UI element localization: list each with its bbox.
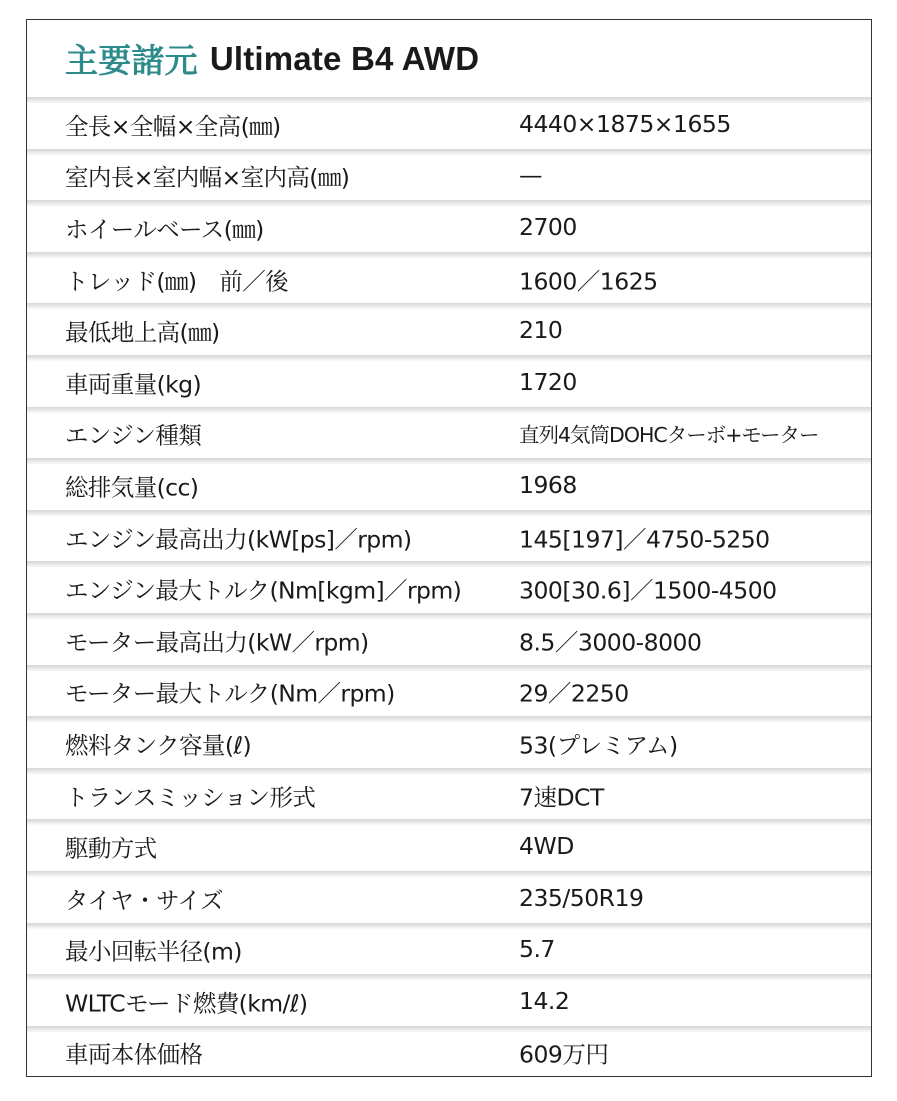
spec-label: モーター最高出力(kW／rpm) [65, 628, 369, 657]
title-model: Ultimate B4 AWD [209, 39, 480, 77]
spec-value: 2700 [519, 213, 577, 242]
title-jp: 主要諸元 [65, 42, 198, 79]
spec-row [27, 355, 871, 407]
spec-value: 5.7 [519, 935, 555, 964]
spec-label: エンジン最大トルク(Nm[kgm]／rpm) [65, 576, 462, 605]
spec-row [27, 974, 871, 1026]
spec-row [27, 200, 871, 252]
spec-label: タイヤ・サイズ [65, 886, 223, 915]
spec-value: 1600／1625 [519, 266, 658, 295]
spec-label: 車両重量(kg) [65, 370, 202, 399]
spec-value: 1968 [519, 471, 577, 500]
spec-title [27, 20, 871, 97]
spec-row [27, 303, 871, 355]
spec-label: 最低地上高(㎜) [65, 318, 220, 347]
spec-row [27, 561, 871, 613]
spec-row [27, 458, 871, 510]
spec-row [27, 252, 871, 304]
spec-label: トレッド(㎜) 前／後 [65, 266, 289, 295]
spec-value: 4440×1875×1655 [519, 109, 731, 138]
spec-label: エンジン種類 [65, 421, 202, 450]
spec-value: 29／2250 [519, 679, 629, 708]
spec-value: 直列4気筒DOHCターボ+モーター [519, 423, 819, 448]
spec-row [27, 407, 871, 459]
spec-label: 車両本体価格 [65, 1040, 203, 1069]
spec-value: 7速DCT [519, 782, 604, 811]
spec-rows [27, 97, 871, 1077]
spec-row [27, 149, 871, 201]
spec-row [27, 510, 871, 562]
spec-row [27, 613, 871, 665]
spec-row [27, 923, 871, 975]
spec-label: 室内長×室内幅×室内高(㎜) [65, 163, 350, 192]
spec-label: 総排気量(cc) [65, 473, 199, 502]
spec-value: 235/50R19 [519, 883, 644, 912]
spec-label: 全長×全幅×全高(㎜) [65, 112, 281, 141]
spec-value: 145[197]／4750-5250 [519, 524, 770, 553]
spec-label: 燃料タンク容量(ℓ) [65, 731, 252, 760]
spec-label: WLTCモード燃費(km/ℓ) [65, 989, 308, 1018]
spec-table [26, 19, 872, 1077]
spec-row [27, 97, 871, 149]
spec-row [27, 665, 871, 717]
spec-label: 駆動方式 [65, 834, 157, 863]
spec-value: 609万円 [519, 1040, 609, 1069]
spec-row [27, 819, 871, 871]
spec-value: 1720 [519, 367, 577, 396]
spec-label: トランスミッション形式 [65, 782, 316, 811]
spec-value: 300[30.6]／1500-4500 [519, 576, 777, 605]
spec-value: — [519, 161, 542, 190]
spec-row [27, 716, 871, 768]
spec-value: 8.5／3000-8000 [519, 628, 702, 657]
spec-value: 210 [519, 316, 563, 345]
spec-label: モーター最大トルク(Nm／rpm) [65, 679, 395, 708]
spec-value: 53(プレミアム) [519, 731, 678, 760]
spec-row [27, 768, 871, 820]
spec-label: 最小回転半径(m) [65, 937, 242, 966]
spec-row [27, 1026, 871, 1078]
spec-value: 14.2 [519, 987, 570, 1016]
spec-label: ホイールベース(㎜) [65, 215, 264, 244]
spec-value: 4WD [519, 832, 574, 861]
spec-label: エンジン最高出力(kW[ps]／rpm) [65, 524, 412, 553]
spec-row [27, 871, 871, 923]
